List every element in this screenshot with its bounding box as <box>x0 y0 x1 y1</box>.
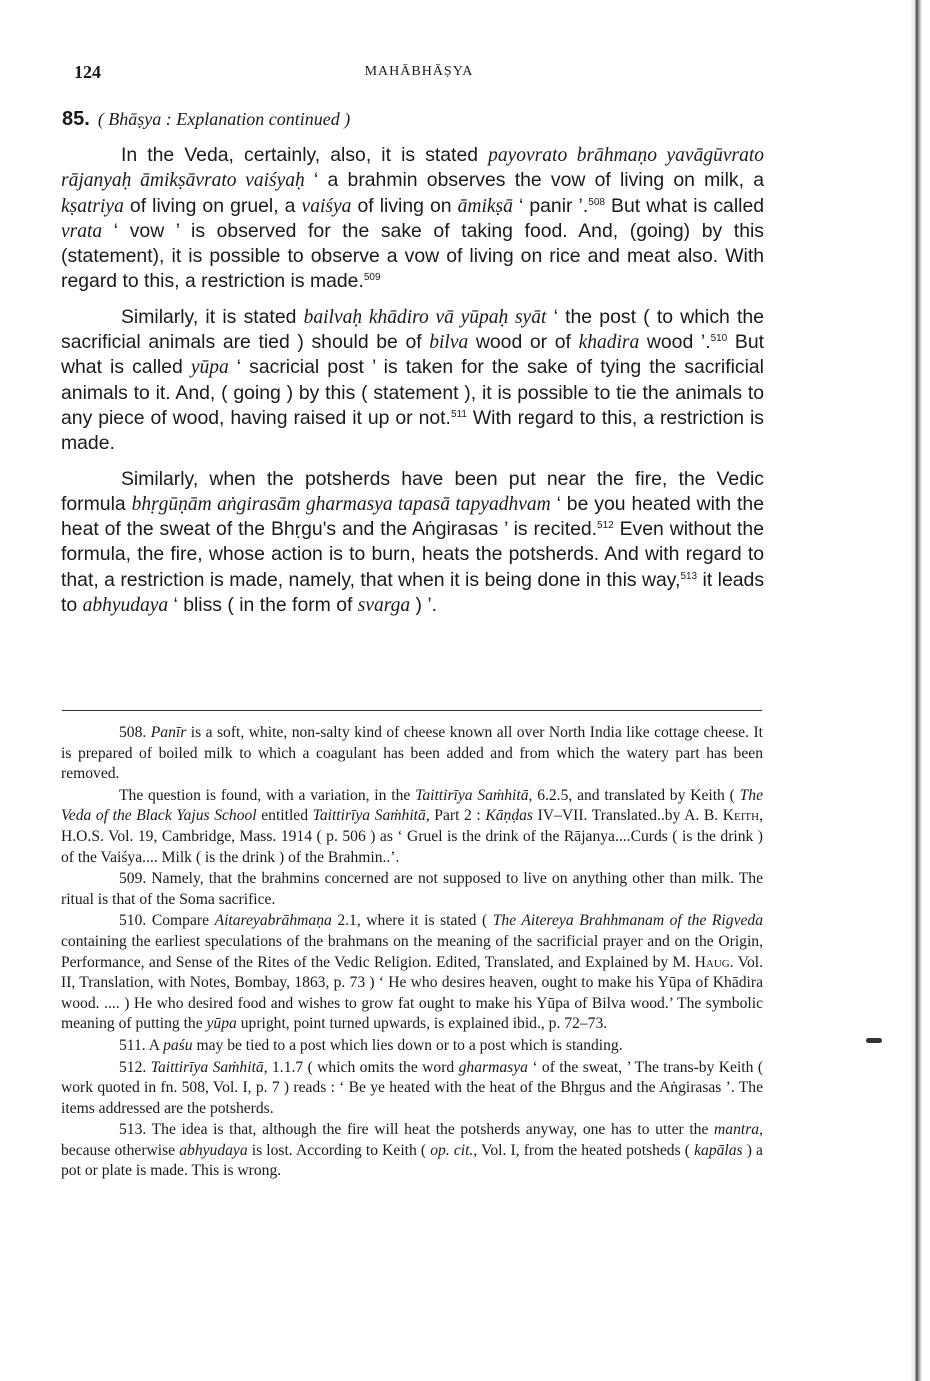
running-title: MAHĀBHĀṢYA <box>364 64 474 79</box>
footnote-512 <box>61 1058 763 1120</box>
italic-term: mantra <box>714 1121 760 1139</box>
footnote-ref[interactable]: 511 <box>450 408 467 420</box>
footnote-ref[interactable]: 509 <box>363 272 381 284</box>
text-run: is a soft, white, non-salty kind of cheese known all over North India like cottage cheese. It is prepared of boiled milk to which a coagulant has been added and from which the watery part has been removed. <box>61 724 763 783</box>
italic-term: kapālas <box>694 1141 743 1159</box>
text-run: . Vol. II, Translation, with Notes, Bombay, 1863, p. 73 ) ‘ He who desires heaven, ought to make his Yūpa of Khādira wood. .... ) He who desired food and wishes to grow fat ought to make his Yūpa of Bilva wood.’ The symbolic meaning of putting the <box>61 953 763 1033</box>
text-run: is lost. According to Keith ( <box>247 1141 431 1159</box>
author-name: Haug <box>694 953 730 971</box>
italic-term: abhyudaya <box>179 1141 248 1159</box>
text-run: But what is called <box>61 331 764 379</box>
text-run: , 1.1.7 ( which omits the word <box>263 1058 459 1076</box>
footnote-508 <box>61 723 763 785</box>
paragraph-2 <box>61 305 764 457</box>
text-run: , H.O.S. Vol. 19, Cambridge, Mass. 1914 ( p. 506 ) as ‘ Gruel is the drink of the Rājanya....Curds ( is the drink ) of the Vaiśya.... Milk ( is the drink ) of the Brahmin..’. <box>61 807 763 866</box>
paragraph-1 <box>61 143 764 295</box>
sanskrit-term: kṣatriya <box>61 195 124 217</box>
text-run: it leads to <box>61 568 765 617</box>
italic-term: gharmasya <box>458 1058 528 1076</box>
footnote-number: 508. <box>119 724 147 741</box>
text-run: With regard to this, a restriction is made. <box>61 406 764 455</box>
text-run: The question is found, with a variation, in the <box>119 786 416 804</box>
text-run: Even without the formula, the fire, whose action is to burn, heats the potsherds. And with regard to that, a restriction is made, namely, that when it is being done in this way, <box>61 518 764 591</box>
italic-term: Taittirīya Saṁhitā <box>312 807 426 825</box>
footnote-508-continued <box>61 786 763 868</box>
text-run: ‘ of the sweat, ’ The trans-by Keith ( work quoted in fn. 508, Vol. I, p. 7 ) reads : ‘ Be ye heated with the heat of the Bhṛgus and the Aṅgirasas ’. The items addressed are the potsherds. <box>61 1058 764 1117</box>
sanskrit-term: vrata <box>61 220 103 242</box>
text-run: ‘ bliss ( in the form of <box>168 594 358 617</box>
text-run: ‘ be you heated with the heat of the sweat of the Bhṛgu's and the Aṅgirasas ’ is recited. <box>61 492 764 541</box>
sanskrit-term: abhyudaya <box>82 595 169 617</box>
sanskrit-quote: payovrato brāhmaṇo yavāgūvrato rājanyaḥ āmikṣāvrato vaiśyaḥ <box>61 145 764 192</box>
footnote-ref[interactable]: 510 <box>710 333 728 345</box>
text-run: 2.1, where it is stated ( <box>331 912 493 930</box>
text-run: But what is called <box>604 194 765 217</box>
footnote-divider <box>62 710 762 711</box>
sanskrit-term: bilva <box>429 332 469 354</box>
italic-term: paśu <box>163 1036 193 1054</box>
footnote-513 <box>61 1120 763 1182</box>
text-run: wood or of <box>468 331 579 354</box>
text-run: containing the earliest speculations of the brahmans on the meaning of the sacrificial prayer and on the Origin, Performance, and Sense of the Rites of the Vedic Religion. Edited, Translated, and Explained by M. <box>61 932 763 971</box>
footnote-ref[interactable]: 513 <box>680 570 698 582</box>
text-run: , Part 2 : <box>425 807 486 825</box>
text-run: , because otherwise <box>61 1121 764 1159</box>
text-run: of living on <box>351 194 458 217</box>
text-run: wood ’. <box>639 331 711 354</box>
scan-speck <box>866 1038 882 1043</box>
text-run: IV–VII. Translated..by A. B. <box>533 807 723 825</box>
sanskrit-quote: bailvaḥ khādiro vā yūpaḥ syāt <box>303 306 547 328</box>
footnotes <box>61 723 763 1183</box>
text-run: Namely, that the brahmins concerned are not supposed to live on anything other than milk. The ritual is that of the Soma sacrifice. <box>61 870 763 908</box>
author-name: Keith <box>722 807 760 825</box>
footnote-number: 513. <box>119 1121 147 1139</box>
italic-term: Kāṇḍas <box>485 807 534 825</box>
footnote-510 <box>61 911 763 1035</box>
italic-term: op. cit. <box>430 1141 474 1159</box>
section-number: 85. <box>62 108 90 130</box>
text-run: of living on gruel, a <box>123 194 302 217</box>
text-run: Similarly, it is stated <box>121 305 304 328</box>
footnote-ref[interactable]: 508 <box>588 196 605 208</box>
main-text <box>61 143 764 628</box>
scan-edge-shadow <box>910 0 922 1381</box>
footnote-number: 512. <box>119 1058 147 1076</box>
footnote-number: 511. <box>119 1036 146 1054</box>
text-run: entitled <box>256 807 313 825</box>
paragraph-3 <box>61 467 764 619</box>
footnote-ref[interactable]: 512 <box>597 520 614 532</box>
text-run: Similarly, when the potsherds have been put near the fire, the Vedic formula <box>61 467 764 515</box>
text-run: In the Veda, certainly, also, it is stated <box>121 144 489 166</box>
sanskrit-term: āmikṣā <box>457 195 513 217</box>
text-run: , Vol. I, from the heated potsheds ( <box>473 1141 695 1159</box>
italic-term: The Veda of the Black Yajus School <box>61 786 764 825</box>
text-run: , 6.2.5, and translated by Keith ( <box>528 786 740 804</box>
footnote-509 <box>61 869 763 910</box>
footnote-number: 510. <box>119 912 147 930</box>
italic-term: yūpa <box>206 1015 237 1033</box>
text-run: upright, point turned upwards, is explained ibid., p. 72–73. <box>236 1015 608 1033</box>
text-run: ‘ sacricial post ’ is taken for the sake of tying the sacrificial animals to it. And, ( going ) by this ( statement ), it is possible to tie the animals to any piece of wood, having raised it up or not. <box>61 356 764 429</box>
text-run: ) ’. <box>410 594 438 617</box>
text-run: ‘ vow ’ is observed for the sake of taking food. And, (going) by this (statement), it is possible to observe a vow of living on rice and meat also. With regard to this, a restriction is made. <box>61 219 764 293</box>
text-run: The idea is that, although the fire will heat the potsherds anyway, one has to utter the <box>151 1121 715 1139</box>
sanskrit-term: yūpa <box>190 357 229 379</box>
text-run: may be tied to a post which lies down or to a post which is standing. <box>192 1036 623 1054</box>
section-title: ( Bhāṣya : Explanation continued ) <box>97 109 351 129</box>
italic-term: Aitareyabrāhmaṇa <box>214 912 332 930</box>
sanskrit-term: svarga <box>357 595 411 617</box>
text-run: Compare <box>151 912 215 930</box>
italic-term: Taittirīya Saṁhitā <box>150 1058 264 1076</box>
sanskrit-term: vaiśya <box>301 195 352 217</box>
italic-term: Panīr <box>150 724 187 741</box>
text-run: ‘ panir ’. <box>512 194 589 217</box>
text-run: ‘ a brahmin observes the vow of living on milk, a <box>304 169 764 192</box>
section-heading <box>62 108 350 131</box>
italic-term: Taittirīya Saṁhitā <box>415 786 529 804</box>
sanskrit-quote: bhṛgūṇām aṅgirasām gharmasya tapasā tapyadhvam <box>131 493 551 515</box>
page-header <box>74 62 764 86</box>
footnote-511 <box>61 1036 763 1057</box>
page-number: 124 <box>74 62 101 82</box>
text-run: ‘ the post ( to which the sacrificial animals are tied ) should be of <box>61 305 765 354</box>
text-run: A <box>148 1036 164 1054</box>
text-run: ) a pot or plate is made. This is wrong. <box>61 1141 763 1180</box>
sanskrit-term: khadira <box>578 332 640 354</box>
footnote-number: 509. <box>119 870 147 888</box>
italic-term: The Aitereya Brahhmanam of the Rigveda <box>492 912 764 930</box>
